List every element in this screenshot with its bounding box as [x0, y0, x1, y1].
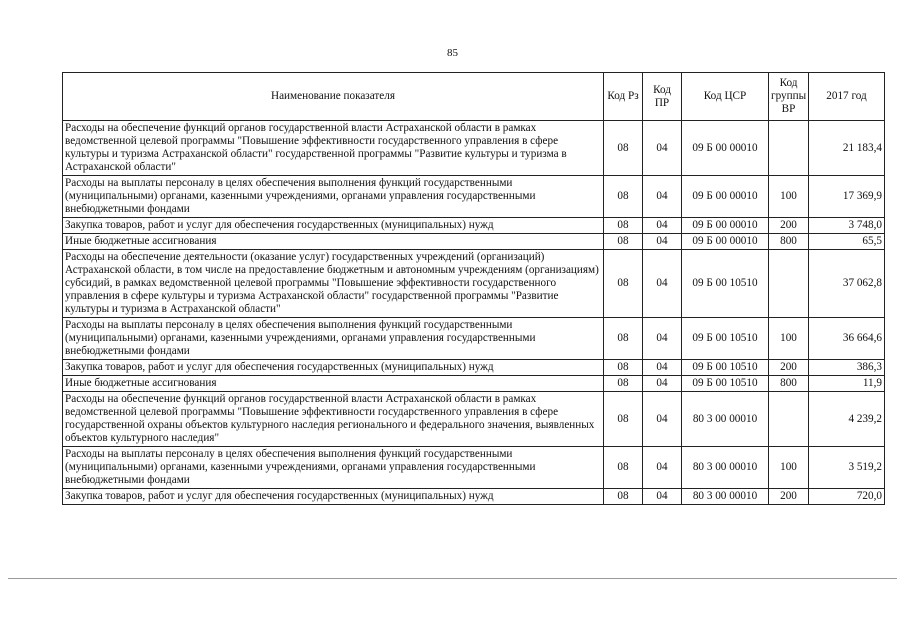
table-row: [63, 121, 885, 176]
row-amount: 4 239,2: [809, 392, 885, 447]
row-csr-code: 09 Б 00 00010: [682, 121, 769, 176]
row-rz-code: 08: [604, 318, 643, 360]
row-vr-code: 100: [769, 447, 809, 489]
row-csr-code: 09 Б 00 00010: [682, 218, 769, 234]
row-rz-code: 08: [604, 376, 643, 392]
row-pr-code: 04: [643, 447, 682, 489]
row-name: Расходы на обеспечение функций органов государственной власти Астраханской области в рамках ведомственной целевой программы "Повышение эффективности государственного управления в сфере культуры и туризма Астраханской области" государственной программы "Развитие культуры и туризма в Астраханской области": [63, 121, 604, 176]
row-pr-code: 04: [643, 318, 682, 360]
row-vr-code: 200: [769, 218, 809, 234]
row-rz-code: 08: [604, 176, 643, 218]
row-csr-code: 80 3 00 00010: [682, 489, 769, 505]
row-pr-code: 04: [643, 489, 682, 505]
table-row: [63, 318, 885, 360]
header-name: Наименование показателя: [63, 73, 604, 121]
row-vr-code: [769, 250, 809, 318]
page-bottom-divider: [8, 578, 897, 579]
row-csr-code: 09 Б 00 10510: [682, 250, 769, 318]
row-name: Расходы на выплаты персоналу в целях обеспечения выполнения функций государственными (муниципальными) органами, казенными учреждениями, органами управления государственными внебюджетными фондами: [63, 318, 604, 360]
row-pr-code: 04: [643, 218, 682, 234]
table-row: [63, 489, 885, 505]
table-header-row: [63, 73, 885, 121]
row-vr-code: [769, 392, 809, 447]
row-rz-code: 08: [604, 121, 643, 176]
header-csr: Код ЦСР: [682, 73, 769, 121]
row-amount: 37 062,8: [809, 250, 885, 318]
row-name: Расходы на выплаты персоналу в целях обеспечения выполнения функций государственными (муниципальными) органами, казенными учреждениями, органами управления государственными внебюджетными фондами: [63, 176, 604, 218]
row-name: Закупка товаров, работ и услуг для обеспечения государственных (муниципальных) нужд: [63, 218, 604, 234]
row-pr-code: 04: [643, 392, 682, 447]
row-rz-code: 08: [604, 250, 643, 318]
table-row: [63, 376, 885, 392]
table-row: [63, 218, 885, 234]
row-vr-code: 100: [769, 176, 809, 218]
row-rz-code: 08: [604, 234, 643, 250]
row-amount: 17 369,9: [809, 176, 885, 218]
row-name: Иные бюджетные ассигнования: [63, 234, 604, 250]
row-vr-code: 100: [769, 318, 809, 360]
row-csr-code: 09 Б 00 10510: [682, 360, 769, 376]
header-vr: Код группы ВР: [769, 73, 809, 121]
row-csr-code: 09 Б 00 00010: [682, 176, 769, 218]
row-rz-code: 08: [604, 447, 643, 489]
row-rz-code: 08: [604, 392, 643, 447]
table-row: [63, 234, 885, 250]
row-rz-code: 08: [604, 218, 643, 234]
row-name: Расходы на обеспечение функций органов государственной власти Астраханской области в рамках ведомственной целевой программы "Повышение эффективности государственного управления в сфере государственной охраны объектов культурного наследия регионального и федерального значения, выявленных объектов культурного наследия": [63, 392, 604, 447]
row-amount: 65,5: [809, 234, 885, 250]
budget-table: [62, 72, 885, 505]
row-csr-code: 80 3 00 00010: [682, 447, 769, 489]
row-amount: 36 664,6: [809, 318, 885, 360]
row-vr-code: 800: [769, 234, 809, 250]
row-name: Расходы на обеспечение деятельности (оказание услуг) государственных учреждений (организаций) Астраханской области, в том числе на предоставление бюджетным и автономным учреждениям (организациям) субсидий, в рамках ведомственной целевой программы "Повышение эффективности государственного управления в сфере культуры и туризма Астраханской области" государственной программы "Развитие культуры и туризма в Астраханской области": [63, 250, 604, 318]
row-rz-code: 08: [604, 360, 643, 376]
row-name: Иные бюджетные ассигнования: [63, 376, 604, 392]
row-vr-code: 200: [769, 489, 809, 505]
table-body: [63, 121, 885, 505]
row-pr-code: 04: [643, 234, 682, 250]
table-row: [63, 250, 885, 318]
row-name: Закупка товаров, работ и услуг для обеспечения государственных (муниципальных) нужд: [63, 489, 604, 505]
row-pr-code: 04: [643, 176, 682, 218]
row-csr-code: 09 Б 00 10510: [682, 376, 769, 392]
table-row: [63, 176, 885, 218]
row-amount: 11,9: [809, 376, 885, 392]
row-csr-code: 09 Б 00 10510: [682, 318, 769, 360]
table-row: [63, 392, 885, 447]
row-rz-code: 08: [604, 489, 643, 505]
header-year: 2017 год: [809, 73, 885, 121]
row-pr-code: 04: [643, 121, 682, 176]
row-amount: 720,0: [809, 489, 885, 505]
row-name: Расходы на выплаты персоналу в целях обеспечения выполнения функций государственными (муниципальными) органами, казенными учреждениями, органами управления государственными внебюджетными фондами: [63, 447, 604, 489]
table-row: [63, 447, 885, 489]
row-vr-code: 200: [769, 360, 809, 376]
row-pr-code: 04: [643, 376, 682, 392]
row-csr-code: 09 Б 00 00010: [682, 234, 769, 250]
row-vr-code: 800: [769, 376, 809, 392]
row-vr-code: [769, 121, 809, 176]
page-number: 85: [447, 47, 458, 59]
row-pr-code: 04: [643, 250, 682, 318]
table-row: [63, 360, 885, 376]
row-amount: 3 748,0: [809, 218, 885, 234]
row-amount: 21 183,4: [809, 121, 885, 176]
header-rz: Код Рз: [604, 73, 643, 121]
row-amount: 3 519,2: [809, 447, 885, 489]
row-amount: 386,3: [809, 360, 885, 376]
row-name: Закупка товаров, работ и услуг для обеспечения государственных (муниципальных) нужд: [63, 360, 604, 376]
header-pr: Код ПР: [643, 73, 682, 121]
row-csr-code: 80 3 00 00010: [682, 392, 769, 447]
row-pr-code: 04: [643, 360, 682, 376]
